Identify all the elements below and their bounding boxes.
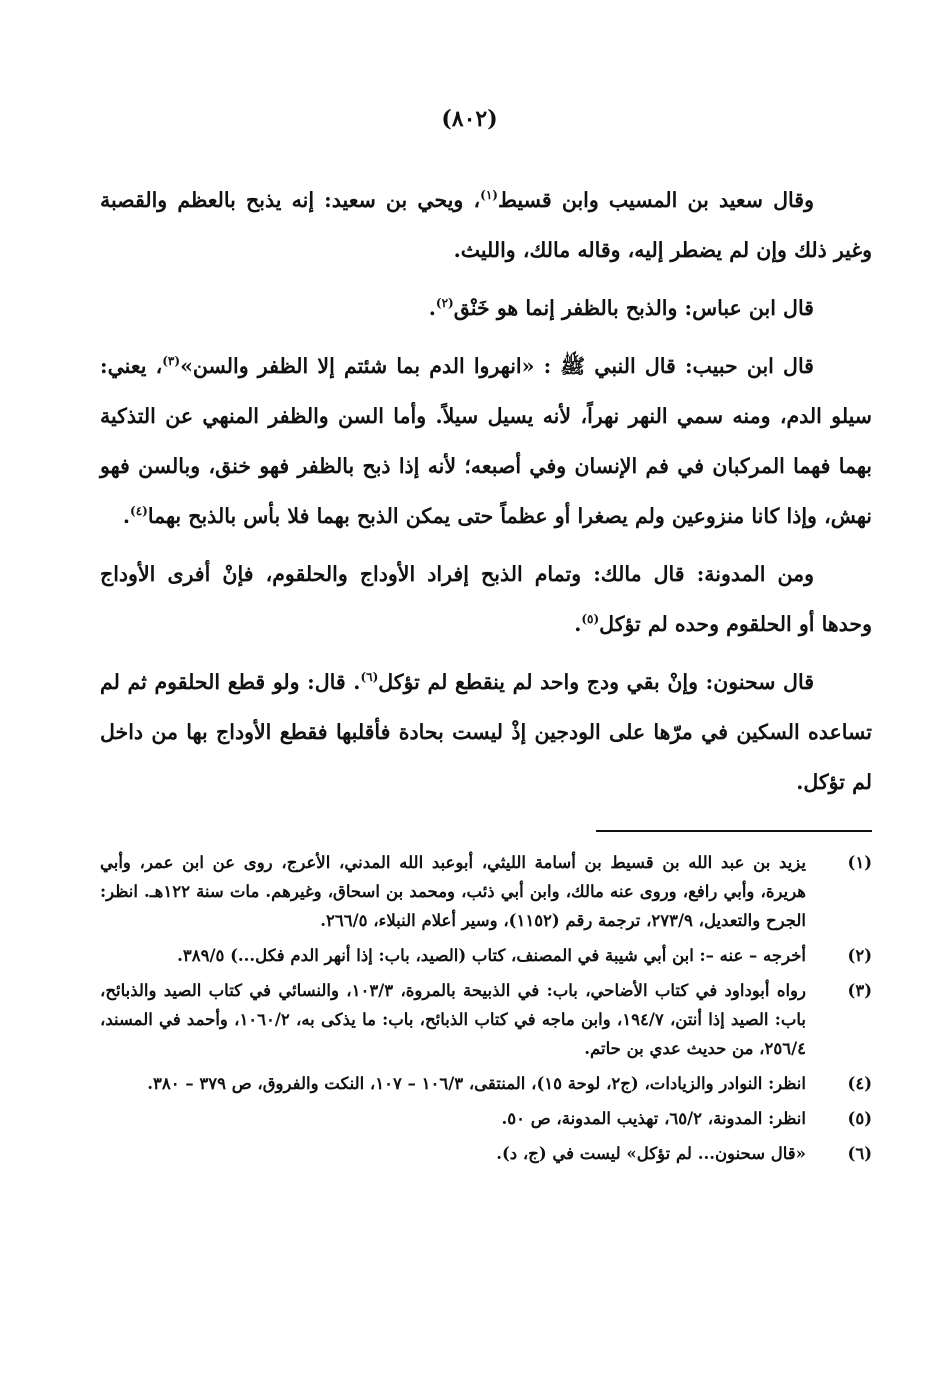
footnote [100, 848, 872, 935]
footnote-ref-1[interactable]: (١) [480, 188, 498, 203]
footnote [100, 1104, 872, 1133]
footnote-number: (٢) [847, 946, 872, 965]
footnote [100, 941, 872, 970]
paragraph-text: ، يعني: سيلو الدم، ومنه سمي النهر نهراً، لأنه يسيل سيلاً. وأما السن والظفر المنهي عن التذكية بهما فهما المركبان في فم الإنسان وفي أصبعه؛ لأنه إذا ذبح بالظفر فهو خنق، وبالسن فهو نهش، وإذا كانا منزوعين ولم يصغرا أو عظماً حتى يمكن الذبح بهما فلا بأس بالذبح بهما [100, 354, 872, 528]
paragraph-2 [100, 283, 872, 333]
footnotes [100, 848, 872, 1174]
footnote-ref-2[interactable]: (٢) [435, 296, 454, 311]
footnote-separator [596, 830, 872, 832]
footnote-ref-4[interactable]: (٤) [130, 504, 148, 519]
paragraph-text: . قال: ولو قطع الحلقوم ثم لم تساعده السكين في مرّها على الودجين إذْ ليست بحادة فأقلبها فقطع الأوداج بها من داخل لم تؤكل. [100, 670, 872, 794]
footnote-number: (٤) [847, 1074, 872, 1093]
paragraph-text: قال سحنون: وإنْ بقي ودج واحد لم ينقطع لم تؤكل [378, 670, 814, 694]
footnote [100, 976, 872, 1063]
paragraph-3 [100, 341, 872, 541]
paragraph-text: . [574, 612, 582, 636]
footnote-number: (٣) [847, 981, 872, 1000]
footnote-ref-5[interactable]: (٥) [581, 612, 600, 627]
footnote [100, 1069, 872, 1098]
paragraph-4 [100, 549, 872, 649]
paragraph-text: ، ويحي بن سعيد: إنه يذبح بالعظم والقصبة وغير ذلك وإن لم يضطر إليه، وقاله مالك، والليث. [100, 188, 872, 262]
paragraph-text: . [428, 296, 436, 320]
footnote-ref-6[interactable]: (٦) [360, 670, 379, 685]
main-text [100, 175, 872, 815]
paragraph-5 [100, 657, 872, 807]
page-number: (٨٠٢) [441, 106, 498, 132]
paragraph-text: وقال سعيد بن المسيب وابن قسيط [497, 188, 814, 212]
footnote-number: (٦) [847, 1144, 872, 1163]
paragraph-text: ومن المدونة: قال مالك: وتمام الذبح إفراد الأوداج والحلقوم، فإنْ أفرى الأوداج وحدها أو الحلقوم وحده لم تؤكل [100, 562, 872, 636]
footnote-ref-3[interactable]: (٣) [162, 354, 181, 369]
paragraph-text: قال ابن حبيب: قال النبي ﷺ : «انهروا الدم بما شئتم إلا الظفر والسن» [180, 354, 814, 378]
paragraph-1 [100, 175, 872, 275]
footnote-text: أخرجه – عنه –: ابن أبي شيبة في المصنف، كتاب (الصيد، باب: إذا أنهر الدم فكل...) ٣٨٩/٥. [177, 946, 806, 965]
paragraph-text: قال ابن عباس: والذبح بالظفر إنما هو خَنْق [453, 296, 814, 320]
paragraph-text: . [122, 504, 131, 528]
footnote [100, 1139, 872, 1168]
footnote-number: (١) [847, 853, 872, 872]
footnote-text: انظر: المدونة، ٦٥/٢، تهذيب المدونة، ص ٥٠. [501, 1109, 806, 1128]
footnote-text: يزيد بن عبد الله بن قسيط بن أسامة الليثي، أبوعبد الله المدني، الأعرج، روى عن ابن عمر، وأبي هريرة، وأبي رافع، وروى عنه مالك، وابن أبي ذئب، ومحمد بن اسحاق، وغيرهم. مات سنة ١٢٢هـ. انظر: الجرح والتعديل، ٢٧٣/٩، ترجمة رقم (١١٥٢)، وسير أعلام النبلاء، ٢٦٦/٥. [100, 853, 806, 930]
footnote-text: رواه أبوداود في كتاب الأضاحي، باب: في الذبيحة بالمروة، ١٠٣/٣، والنسائي في كتاب الصيد والذبائح، باب: الصيد إذا أنتن، ١٩٤/٧، وابن ماجه في كتاب الذبائح، باب: ما يذكى به، ١٠٦٠/٢، وأحمد في المسند، ٢٥٦/٤، من حديث عدي بن حاتم. [100, 981, 806, 1058]
footnote-number: (٥) [847, 1109, 872, 1128]
footnote-text: «قال سحنون... لم تؤكل» ليست في (ج، د). [496, 1144, 806, 1163]
footnote-text: انظر: النوادر والزيادات، (ج٢، لوحة ١٥)، المنتقى، ١٠٦/٣ – ١٠٧، النكت والفروق، ص ٣٧٩ – ٣٨٠. [147, 1074, 806, 1093]
